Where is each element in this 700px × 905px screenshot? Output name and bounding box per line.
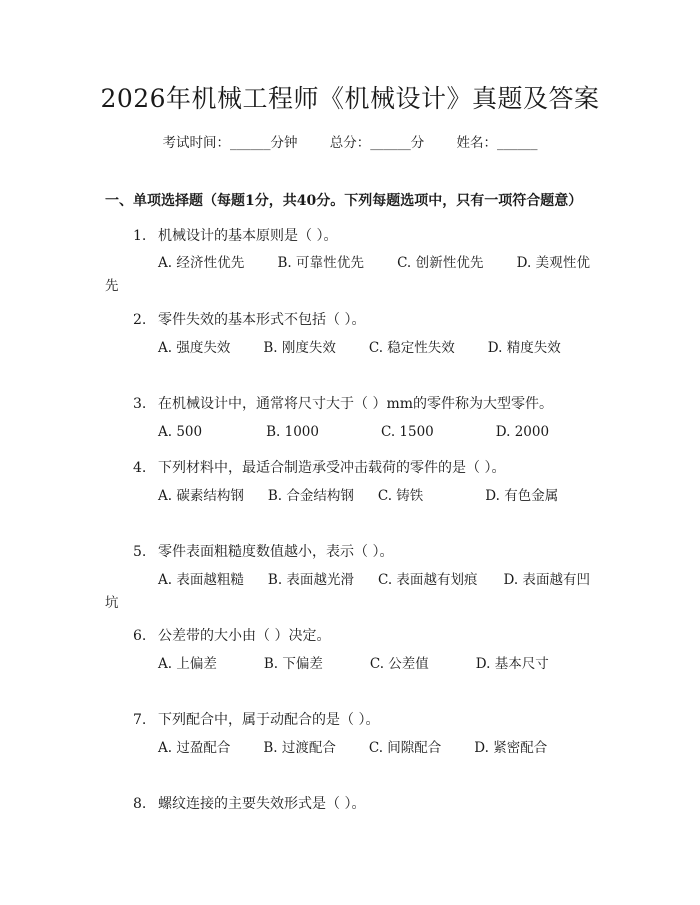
question-3: 3. 在机械设计中，通常将尺寸大于（ ）mm的零件称为大型零件。 [133, 396, 553, 412]
option-c: C. 创新性优先 [397, 255, 484, 271]
option-d: D. 紧密配合 [474, 740, 548, 756]
option-a: A. 上偏差 [158, 656, 217, 672]
option-b: B. 合金结构钢 [267, 488, 354, 504]
option-d: D. 基本尺寸 [475, 656, 549, 672]
option-c: C. 稳定性失效 [368, 340, 455, 356]
document-title: 2026年机械工程师《机械设计》真题及答案 [100, 84, 600, 113]
option-b: B. 过渡配合 [263, 740, 336, 756]
option-d: D. 美观性优先 [105, 255, 590, 294]
option-c: C. 铸铁 [377, 488, 424, 504]
option-a: A. 表面越粗糙 [158, 572, 244, 588]
option-b: B. 刚度失效 [263, 340, 336, 356]
option-d: D. 精度失效 [487, 340, 561, 356]
question-4: 4. 下列材料中，最适合制造承受冲击载荷的零件的是（ ）。 [133, 460, 506, 476]
question-5-options [105, 569, 590, 615]
question-2: 2. 零件失效的基本形式不包括（ ）。 [133, 312, 366, 328]
option-b: B. 1000 [266, 424, 319, 440]
option-b: B. 下偏差 [263, 656, 323, 672]
question-7: 7. 下列配合中，属于动配合的是（ ）。 [133, 712, 380, 728]
section-heading: 一、单项选择题（每题1分，共40分。下列每题选项中，只有一项符合题意） [105, 193, 583, 209]
question-7-options [105, 737, 590, 760]
exam-meta [0, 131, 700, 151]
question-6: 6. 公差带的大小由（ ）决定。 [133, 628, 331, 644]
option-c: C. 公差值 [369, 656, 429, 672]
option-d: D. 有色金属 [485, 488, 559, 504]
exam-time: 考试时间：______分钟 [162, 135, 298, 151]
question-2-options [105, 337, 590, 360]
option-d: D. 2000 [495, 424, 550, 440]
option-c: C. 1500 [380, 424, 434, 440]
option-b: B. 可靠性优先 [277, 255, 365, 271]
question-5: 5. 零件表面粗糙度数值越小，表示（ ）。 [133, 544, 394, 560]
option-c: C. 间隙配合 [368, 740, 442, 756]
question-1-options [105, 252, 590, 298]
option-a: A. 强度失效 [158, 340, 231, 356]
option-a: A. 碳素结构钢 [158, 488, 244, 504]
question-8: 8. 螺纹连接的主要失效形式是（ ）。 [133, 796, 366, 812]
question-1: 1. 机械设计的基本原则是（ ）。 [133, 228, 338, 244]
option-b: B. 表面越光滑 [267, 572, 354, 588]
question-4-options [105, 485, 590, 508]
question-6-options [105, 653, 590, 676]
question-3-options [105, 421, 590, 444]
exam-name: 姓名：______ [456, 135, 538, 151]
option-a: A. 500 [158, 424, 203, 440]
option-d: D. 表面越有凹坑 [105, 572, 590, 611]
exam-score: 总分：______分 [329, 135, 425, 151]
option-a: A. 经济性优先 [158, 255, 245, 271]
option-c: C. 表面越有划痕 [377, 572, 478, 588]
option-a: A. 过盈配合 [158, 740, 231, 756]
